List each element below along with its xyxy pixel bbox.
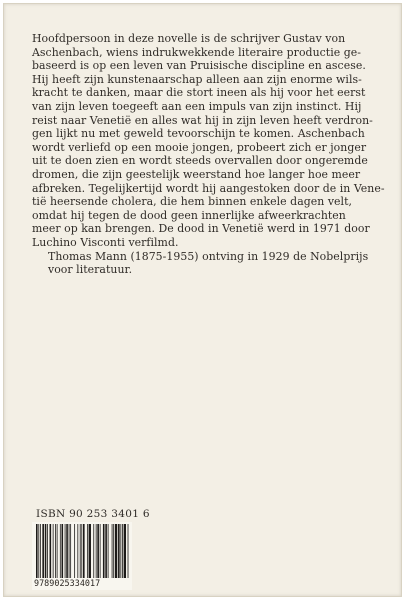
- barcode-bar: [55, 524, 56, 578]
- barcode-bar: [87, 524, 88, 578]
- barcode-bar: [65, 524, 66, 578]
- blurb-line: Luchino Visconti verfilmd.: [32, 235, 179, 249]
- barcode-image: [36, 524, 130, 578]
- barcode-bar: [69, 524, 70, 578]
- blurb-paragraph-summary: [32, 32, 392, 250]
- barcode-bar: [128, 524, 129, 578]
- barcode-bar: [96, 524, 97, 578]
- barcode-bar: [60, 524, 61, 578]
- barcode-bar: [105, 524, 107, 578]
- barcode-digits: 9789025334017: [34, 578, 101, 588]
- blurb-text: [32, 32, 392, 277]
- barcode-bar: [122, 524, 123, 578]
- blurb-line: afbreken. Tegelijkertijd wordt hij aangestoken door de in Vene-: [32, 181, 385, 195]
- blurb-line: dromen, die zijn geestelijk weerstand hoe langer hoe meer: [32, 167, 361, 181]
- barcode-bar: [124, 524, 126, 578]
- blurb-line: kracht te danken, maar die stort ineen als hij voor het eerst: [32, 86, 366, 100]
- barcode-bar: [113, 524, 114, 578]
- barcode-bar: [77, 524, 78, 578]
- book-back-cover: [3, 3, 402, 597]
- barcode-bar: [80, 524, 81, 578]
- blurb-line: voor literatuur.: [48, 263, 133, 277]
- barcode-bar: [81, 524, 82, 578]
- blurb-line: baseerd is op een leven van Pruisische discipline en ascese.: [32, 59, 366, 73]
- blurb-line: Thomas Mann (1875-1955) ontving in 1929 de Nobelprijs: [48, 249, 369, 263]
- barcode-bar: [112, 524, 113, 578]
- barcode-bar: [83, 524, 85, 578]
- barcode-bar: [74, 524, 75, 578]
- barcode-bar: [100, 524, 101, 578]
- blurb-line: van zijn leven toegeeft aan een impuls van zijn instinct. Hij: [32, 99, 362, 113]
- blurb-line: Hoofdpersoon in deze novelle is de schrijver Gustav von: [32, 32, 346, 45]
- barcode-bar: [66, 524, 68, 578]
- barcode-bar: [53, 524, 54, 578]
- isbn-label: ISBN 90 253 3401 6: [36, 508, 150, 520]
- blurb-line: uit te doen zien en wordt steeds overvallen door ongeremde: [32, 154, 368, 168]
- barcode-bar: [38, 524, 39, 578]
- barcode-bar: [97, 524, 99, 578]
- blurb-line: gen lijkt nu met geweld tevoorschijn te komen. Aschenbach: [32, 127, 365, 141]
- blurb-paragraph-author: [32, 250, 392, 277]
- blurb-line: omdat hij tegen de dood geen innerlijke afweerkrachten: [32, 208, 346, 222]
- barcode-bar: [108, 524, 109, 578]
- blurb-line: meer op kan brengen. De dood in Venetië werd in 1971 door: [32, 222, 370, 236]
- barcode-bar: [36, 524, 38, 578]
- blurb-line: tië heersende cholera, die hem binnen enkele dagen velt,: [32, 195, 353, 209]
- barcode-bar: [103, 524, 105, 578]
- barcode-bar: [70, 524, 71, 578]
- barcode-bar: [120, 524, 121, 578]
- barcode-bar: [57, 524, 58, 578]
- blurb-line: Aschenbach, wiens indrukwekkende literaire productie ge-: [32, 45, 361, 59]
- barcode-block: [32, 522, 132, 590]
- blurb-line: wordt verliefd op een mooie jongen, probeert zich er jonger: [32, 140, 367, 154]
- barcode-bar: [45, 524, 47, 578]
- blurb-line: reist naar Venetië en alles wat hij in zijn leven heeft verdron-: [32, 113, 373, 127]
- barcode-bar: [47, 524, 48, 578]
- barcode-bar: [89, 524, 91, 578]
- barcode-bar: [40, 524, 41, 578]
- blurb-line: Hij heeft zijn kunstenaarschap alleen aan zijn enorme wils-: [32, 72, 362, 86]
- barcode-bar: [50, 524, 52, 578]
- barcode-bar: [115, 524, 117, 578]
- barcode-bar: [42, 524, 44, 578]
- barcode-bar: [93, 524, 94, 578]
- barcode-bar: [61, 524, 63, 578]
- barcode-bar: [118, 524, 120, 578]
